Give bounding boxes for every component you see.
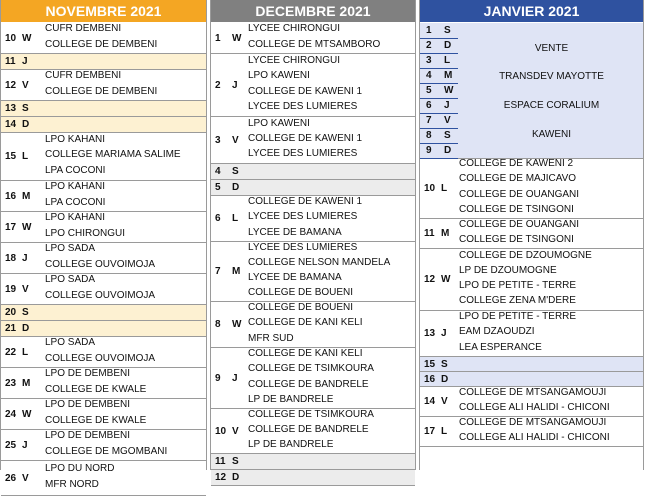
day-number: 14 [5,119,17,130]
day-number: 26 [5,472,17,484]
day-letter: J [22,56,28,67]
november-header: NOVEMBRE 2021 [1,0,206,22]
day-row [1,70,206,101]
day-letter: V [22,472,29,484]
day-letter: D [22,323,30,334]
day-row [420,128,458,144]
day-row [1,181,206,212]
january-venue-block [420,23,643,159]
school-name: COLLEGE DE DEMBENI [45,85,158,97]
day-letter: V [232,134,239,146]
school-name: LYCEE DES LUMIERES [248,148,358,160]
school-name: LPO DE DEMBENI [45,430,131,442]
day-row [420,158,643,219]
school-name: LYCEE DES LUMIERES [248,211,358,223]
day-letter: D [232,472,240,483]
day-number: 12 [424,274,436,285]
school-name: LPA COCONI [45,196,106,208]
school-name: COLLEGE ZENA M'DERE [459,295,576,307]
school-name: EAM DZAOUDZI [459,326,535,338]
school-name: COLLEGE DE OUANGANI [459,188,580,200]
day-number: 5 [215,182,221,193]
school-name: COLLEGE DE KAWENI 1 [248,132,363,144]
school-name: COLLEGE DE KANI KELI [248,348,363,360]
day-number: 20 [5,307,17,318]
december-header: DECEMBRE 2021 [211,0,415,22]
day-number: 2 [426,40,432,51]
school-name: LPO DE DEMBENI [45,399,131,411]
school-name: LYCEE DE BAMANA [248,226,342,238]
school-name: LYCEE CHIRONGUI [248,55,341,67]
day-row [420,357,643,372]
day-number: 11 [424,228,435,239]
day-row [420,68,458,84]
day-row [211,348,415,409]
day-letter: S [232,166,239,177]
day-row [211,54,415,117]
day-row [420,98,458,114]
day-number: 23 [5,377,17,389]
school-name: LPO SADA [45,243,96,255]
day-letter: V [444,115,451,126]
day-number: 2 [215,79,221,91]
day-row [211,454,415,470]
venue-label: KAWENI [531,129,572,140]
day-number: 14 [424,396,436,407]
day-number: 4 [426,70,432,81]
day-letter: M [22,377,31,389]
december-column [210,0,416,483]
day-row [211,196,415,242]
day-row [1,243,206,274]
day-number: 12 [215,472,227,483]
day-row [1,101,206,117]
day-number: 3 [426,55,432,66]
school-name: COLLEGE OUVOIMOJA [45,352,156,364]
school-name: COLLEGE DE OUANGANI [459,218,580,230]
day-row [1,212,206,243]
school-name: LYCEE DES LUMIERES [248,100,358,112]
day-letter: D [444,40,452,51]
school-name: COLLEGE DE TSIMKOURA [248,408,374,420]
school-name: COLLEGE DE DEMBENI [45,38,158,50]
day-letter: M [441,228,450,239]
day-number: 3 [215,134,221,146]
day-number: 22 [5,346,17,358]
school-name: COLLEGE DE MTSAMBORO [248,38,381,50]
day-row [420,372,643,387]
school-name: LPO DE DEMBENI [45,368,131,380]
day-row [211,470,415,486]
day-number: 6 [426,100,432,111]
day-letter: W [232,319,242,330]
school-name: COLLEGE DE KANI KELI [248,317,363,329]
day-row [420,417,643,447]
day-letter: V [22,283,29,295]
day-row [211,409,415,454]
school-name: LPO KAHANI [45,212,106,224]
day-number: 1 [215,32,221,44]
school-name: COLLEGE DE TSIMKOURA [248,363,374,375]
school-name: LPO DU NORD [45,463,115,475]
school-name: LPA COCONI [45,164,106,176]
day-number: 4 [215,166,221,177]
day-letter: L [232,213,239,224]
day-letter: L [441,426,448,437]
day-row [1,368,206,399]
school-name: COLLEGE OUVOIMOJA [45,289,156,301]
day-row [420,38,458,54]
day-number: 15 [5,151,17,162]
school-name: COLLEGE DE KAWENI 1 [248,196,363,208]
day-row [211,242,415,302]
day-number: 5 [426,85,432,96]
day-number: 10 [424,182,436,194]
day-number: 24 [5,408,17,420]
january-column [419,0,644,470]
school-name: LPO KAWENI [248,117,310,129]
day-number: 1 [426,25,432,36]
school-name: COLLEGE DE BANDRELE [248,423,369,435]
day-letter: J [22,439,28,451]
school-name: LP DE BANDRELE [248,393,334,405]
day-row [420,83,458,99]
day-row [420,143,458,159]
school-name: CUFR DEMBENI [45,23,122,35]
school-name: CUFR DEMBENI [45,70,122,82]
day-letter: J [444,100,450,111]
day-letter: L [441,182,448,194]
day-letter: S [232,456,239,467]
school-name: COLLEGE DE KAWENI 1 [248,85,363,97]
day-letter: S [22,307,29,318]
day-letter: D [22,119,30,130]
school-name: COLLEGE DE MAJICAVO [459,173,577,185]
day-number: 9 [215,372,221,384]
school-name: COLLEGE DE BANDRELE [248,378,369,390]
day-row [1,430,206,461]
day-number: 13 [5,103,17,114]
day-row [211,302,415,348]
day-number: 21 [5,323,17,334]
day-number: 9 [426,145,432,156]
day-letter: M [232,266,241,277]
day-row [211,164,415,180]
day-row [1,337,206,368]
day-row [1,117,206,133]
day-letter: S [444,25,451,36]
school-name: COLLEGE DE TSINGONI [459,234,574,245]
school-name: COLLEGE DE KWALE [45,383,147,395]
day-letter: D [444,145,452,156]
school-name: COLLEGE DE MTSANGAMOUJI [459,386,607,398]
school-name: COLLEGE DE KWALE [45,414,147,426]
venue-label: VENTE [534,43,569,54]
day-row [1,133,206,181]
day-number: 8 [426,130,432,141]
school-name: LYCEE DES LUMIERES [248,241,358,253]
day-row [420,249,643,311]
day-letter: L [444,55,451,66]
school-name: COLLEGE MARIAMA SALIME [45,149,181,161]
day-row [1,54,206,70]
day-letter: V [22,79,29,91]
day-number: 11 [215,456,226,467]
school-name: LPO DE PETITE - TERRE [459,311,577,323]
day-letter: W [232,32,242,44]
school-name: COLLEGE DE DZOUMOGNE [459,249,592,261]
day-number: 13 [424,328,436,339]
day-letter: L [22,346,29,358]
day-letter: J [232,79,238,91]
day-letter: D [441,373,449,385]
school-name: LYCEE CHIRONGUI [248,23,341,35]
day-row [420,387,643,417]
day-row [211,23,415,54]
day-row [420,311,643,357]
day-letter: M [22,190,31,202]
day-letter: W [444,85,454,96]
day-number: 17 [5,221,17,233]
school-name: COLLEGE ALI HALIDI - CHICONI [459,402,610,413]
day-row [1,274,206,305]
venue-label: TRANSDEV MAYOTTE [499,71,604,82]
school-name: LPO CHIRONGUI [45,227,126,239]
day-number: 25 [5,439,17,451]
day-row [1,461,206,496]
school-name: COLLEGE DE MTSANGAMOUJI [459,416,607,428]
school-name: MFR NORD [45,478,99,490]
school-name: COLLEGE DE MGOMBANI [45,445,168,457]
day-number: 6 [215,213,221,224]
school-name: LPO DE PETITE - TERRE [459,280,577,291]
day-row [1,305,206,321]
day-letter: W [441,274,451,285]
school-name: COLLEGE DE KAWENI 2 [459,158,574,170]
day-number: 10 [215,425,227,437]
day-letter: J [232,372,238,384]
day-number: 10 [5,32,17,44]
day-row [420,113,458,129]
school-name: LYCEE DE BAMANA [248,272,342,283]
day-row [1,23,206,54]
day-number: 18 [5,252,17,264]
school-name: LPO SADA [45,337,96,349]
day-row [1,321,206,337]
day-number: 8 [215,319,221,330]
school-name: COLLEGE OUVOIMOJA [45,258,156,270]
january-header: JANVIER 2021 [420,0,643,22]
day-letter: J [441,328,447,339]
school-name: COLLEGE ALI HALIDI - CHICONI [459,432,610,443]
school-name: LPO KAWENI [248,70,310,82]
november-column [0,0,207,490]
day-number: 7 [215,266,221,277]
school-name: LP DE DZOUMOGNE [459,264,557,276]
day-number: 16 [5,190,17,202]
school-name: LPO KAHANI [45,181,106,193]
day-letter: S [444,130,451,141]
day-number: 12 [5,79,17,91]
day-row [420,23,458,39]
day-letter: W [22,32,32,44]
school-name: COLLEGE DE BOUENI [248,302,354,314]
venue-label: ESPACE CORALIUM [503,100,600,111]
day-letter: W [22,408,32,420]
school-name: LP DE BANDRELE [248,439,334,451]
day-letter: V [441,396,448,407]
school-name: LEA ESPERANCE [459,341,542,353]
day-row [420,219,643,249]
school-name: COLLEGE NELSON MANDELA [248,256,391,268]
day-number: 16 [424,373,436,385]
day-letter: M [444,70,453,81]
day-row [211,180,415,196]
day-letter: S [441,358,448,370]
day-letter: S [22,103,29,114]
day-number: 11 [5,56,16,67]
day-letter: D [232,182,240,193]
day-row [420,53,458,69]
school-name: COLLEGE DE BOUENI [248,287,354,299]
day-letter: V [232,425,239,437]
day-number: 7 [426,115,432,126]
school-name: LPO SADA [45,274,96,286]
day-number: 15 [424,358,436,370]
day-row [1,399,206,430]
school-name: COLLEGE DE TSINGONI [459,203,574,215]
day-letter: J [22,252,28,264]
day-number: 17 [424,426,436,437]
day-letter: L [22,151,29,162]
school-name: MFR SUD [248,332,294,344]
day-number: 19 [5,283,17,295]
day-letter: W [22,221,32,233]
school-name: LPO KAHANI [45,134,106,146]
day-row [211,117,415,164]
